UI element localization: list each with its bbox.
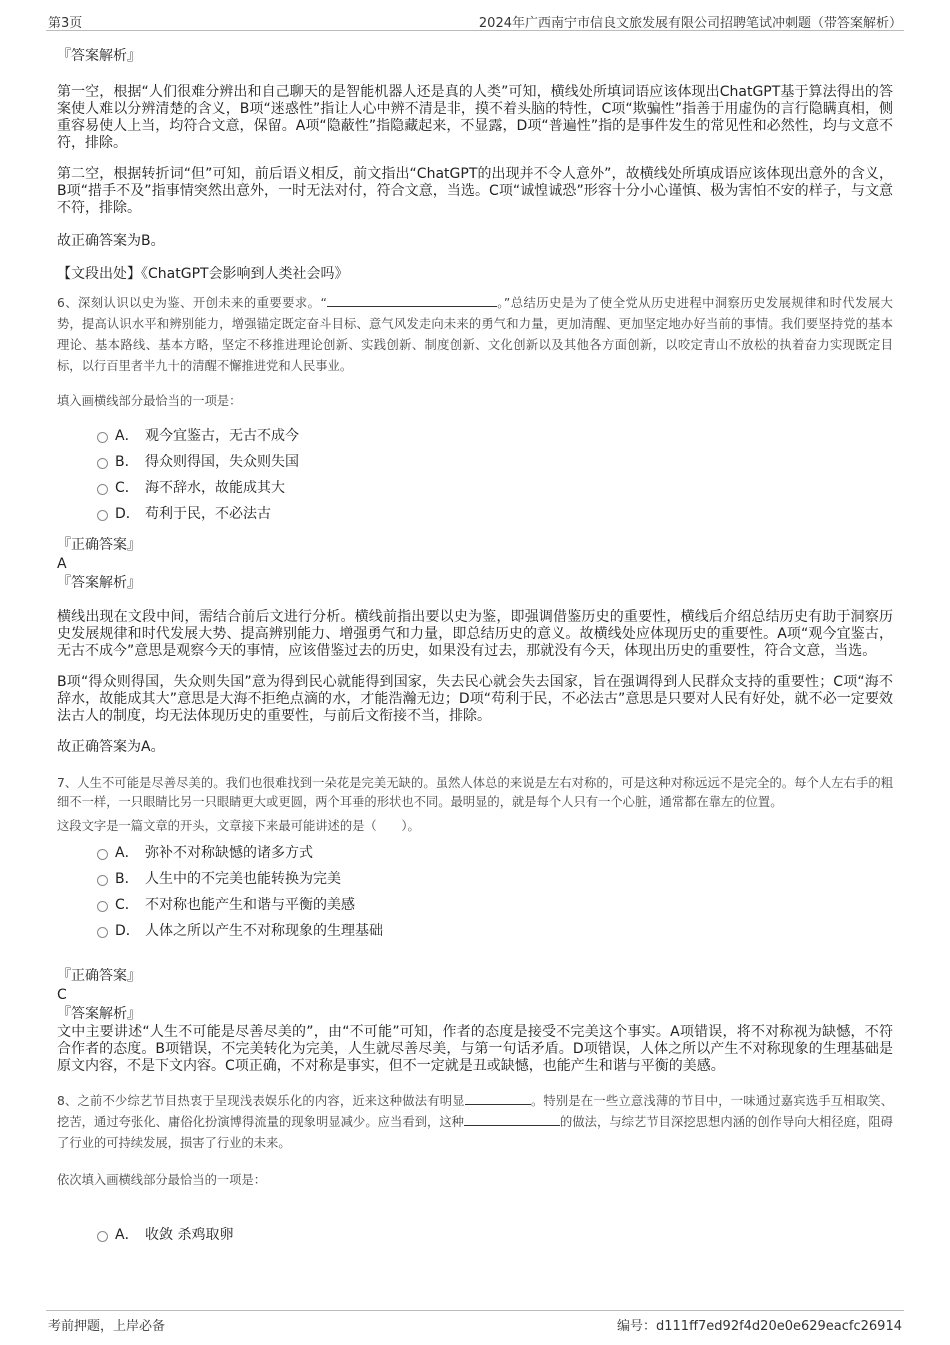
q6-option-a[interactable]: A． 观今宜鉴古，无古不成今 (57, 423, 893, 449)
radio-icon[interactable] (97, 510, 108, 521)
q7-analysis-heading: 『答案解析』 (57, 1006, 141, 1022)
q8-options (57, 1222, 893, 1248)
q8-blank-1 (465, 1091, 531, 1105)
radio-icon[interactable] (97, 1231, 108, 1242)
radio-icon[interactable] (97, 458, 108, 469)
footer-slogan: 考前押题，上岸必备 (48, 1319, 166, 1334)
q7-analysis: 文中主要讲述“人生不可能是尽善尽美的”，由“不可能”可知，作者的态度是接受不完美这个事实。A项错误，将不对称视为缺憾，不符合作者的态度。B项错误，不完美转化为完美，人生就尽善尽美，与第一句话矛盾。D项错误，人体之所以产生不对称现象的生理基础是原文内容，不是下文内容。C项正确，不对称是事实，但不一定就是丑或缺憾，也能产生和谐与平衡的美感。 (57, 1024, 893, 1074)
page-footer (46, 1310, 904, 1334)
q6-analysis-para2: B项“得众则得国，失众则失国”意为得到民心就能得到国家，失去民心就会失去国家，旨在强调得到人民群众支持的重要性；C项“海不辞水，故能成其大”意思是大海不拒绝点滴的水，才能浩瀚无边；D项“苟利于民，不必法古”意思是只要对人民有好处，就不必一定要效法古人的制度，均无法体现历史的重要性，与前后文衔接不当，排除。 (57, 674, 893, 724)
radio-icon[interactable] (97, 875, 108, 886)
q6-analysis-heading: 『答案解析』 (57, 575, 141, 591)
radio-icon[interactable] (97, 927, 108, 938)
q7-option-c[interactable]: C． 不对称也能产生和谐与平衡的美感 (57, 892, 893, 918)
q7-stem: 7、人生不可能是尽善尽美的。我们也很难找到一朵花是完美无缺的。虽然人体总的来说是左右对称的，可是这种对称远远不是完全的。每个人左右手的粗细不一样，一只眼睛比另一只眼睛更大或更圆，两个耳垂的形状也不同。最明显的，就是每个人只有一个心脏，通常都在靠左的位置。 (57, 776, 893, 809)
q6-option-b[interactable]: B． 得众则得国，失众则失国 (57, 449, 893, 475)
page-header (46, 10, 904, 31)
q6-conclusion: 故正确答案为A。 (57, 739, 165, 755)
radio-icon[interactable] (97, 901, 108, 912)
q7-option-d[interactable]: D． 人体之所以产生不对称现象的生理基础 (57, 918, 893, 944)
q6-option-c[interactable]: C． 海不辞水，故能成其大 (57, 475, 893, 501)
q6-option-d[interactable]: D． 苟利于民，不必法古 (57, 501, 893, 527)
document-id: 编号：d111ff7ed92f4d20e0e629eacfc26914 (617, 1319, 902, 1334)
q5-source: 【文段出处】《ChatGPT会影响到人类社会吗》 (57, 266, 349, 282)
q7-prompt: 这段文字是一篇文章的开头，文章接下来最可能讲述的是（ ）。 (57, 819, 420, 833)
q8-prompt: 依次填入画横线部分最恰当的一项是： (57, 1173, 267, 1187)
q6-answer-heading: 『正确答案』 (57, 537, 141, 553)
q6-answer: A (57, 556, 67, 572)
q5-analysis-heading: 『答案解析』 (57, 48, 141, 64)
q6-stem: 6、深刻认识以史为鉴、开创未来的重要要求。“ 。”总结历史是为了使全党从历史进程中洞察历史发展规律和时代发展大势，提高认识水平和辨别能力，增强锚定既定奋斗目标、意气风发走向未来的勇气和力量，更加清醒、更加坚定地办好当前的事情。我们要坚持党的基本理论、基本路线、基本方略，坚定不移推进理论创新、实践创新、制度创新、文化创新以及其他各方面创新，以咬定青山不放松的执着奋力实现既定目标，以行百里者半九十的清醒不懈推进党和人民事业。 (57, 293, 893, 377)
q8-option-a[interactable]: A． 收敛 杀鸡取卵 (57, 1222, 893, 1248)
radio-icon[interactable] (97, 484, 108, 495)
q8-stem: 8、之前不少综艺节目热衷于呈现浅表娱乐化的内容，近来这种做法有明显 。特别是在一些立意浅薄的节目中，一味通过嘉宾选手互相取笑、挖苦，通过夸张化、庸俗化扮演博得流量的现象明显减少。应当看到，这种 的做法，与综艺节目深挖思想内涵的创作导向大相径庭，阻碍了行业的可持续发展，损害了行业的未来。 (57, 1091, 893, 1154)
q7-option-a[interactable]: A． 弥补不对称缺憾的诸多方式 (57, 840, 893, 866)
q6-blank (327, 293, 497, 307)
q5-analysis-para1: 第一空，根据“人们很难分辨出和自己聊天的是智能机器人还是真的人类”可知，横线处所填词语应该体现出ChatGPT基于算法得出的答案使人难以分辨清楚的含义，B项“迷惑性”指让人心中辨不清是非，摸不着头脑的特性，C项“欺骗性”指善于用虚伪的言行隐瞒真相，侧重容易使人上当，均符合文意，保留。A项“隐蔽性”指隐藏起来，不显露，D项“普遍性”指的是事件发生的常见性和必然性，均与文意不符，排除。 (57, 84, 893, 151)
q5-conclusion: 故正确答案为B。 (57, 233, 165, 249)
page-number: 第3页 (48, 16, 83, 31)
q7-options (57, 840, 893, 944)
q8-blank-2 (464, 1112, 560, 1126)
q6-prompt: 填入画横线部分最恰当的一项是： (57, 394, 242, 408)
q7-answer-heading: 『正确答案』 (57, 968, 141, 984)
radio-icon[interactable] (97, 432, 108, 443)
document-title: 2024年广西南宁市信良文旅发展有限公司招聘笔试冲刺题（带答案解析） (478, 16, 902, 31)
radio-icon[interactable] (97, 849, 108, 860)
q6-analysis-para1: 横线出现在文段中间，需结合前后文进行分析。横线前指出要以史为鉴，即强调借鉴历史的重要性，横线后介绍总结历史有助于洞察历史发展规律和时代发展大势、提高辨别能力、增强勇气和力量，即总结历史的意义。故横线处应体现历史的重要性。A项“观今宜鉴古，无古不成今”意思是观察今天的事情，应该借鉴过去的历史，如果没有过去，那就没有今天，体现出历史的重要性，符合文意，当选。 (57, 609, 893, 659)
q6-options (57, 423, 893, 527)
q7-option-b[interactable]: B． 人生中的不完美也能转换为完美 (57, 866, 893, 892)
q7-answer: C (57, 987, 67, 1003)
q5-analysis-para2: 第二空，根据转折词“但”可知，前后语义相反，前文指出“ChatGPT的出现并不令人意外”，故横线处所填成语应该体现出意外的含义，B项“措手不及”指事情突然出意外，一时无法对付，符合文意，当选。C项“诚惶诚恐”形容十分小心谨慎、极为害怕不安的样子，与文意不符，排除。 (57, 166, 893, 216)
document-body (57, 40, 893, 1248)
